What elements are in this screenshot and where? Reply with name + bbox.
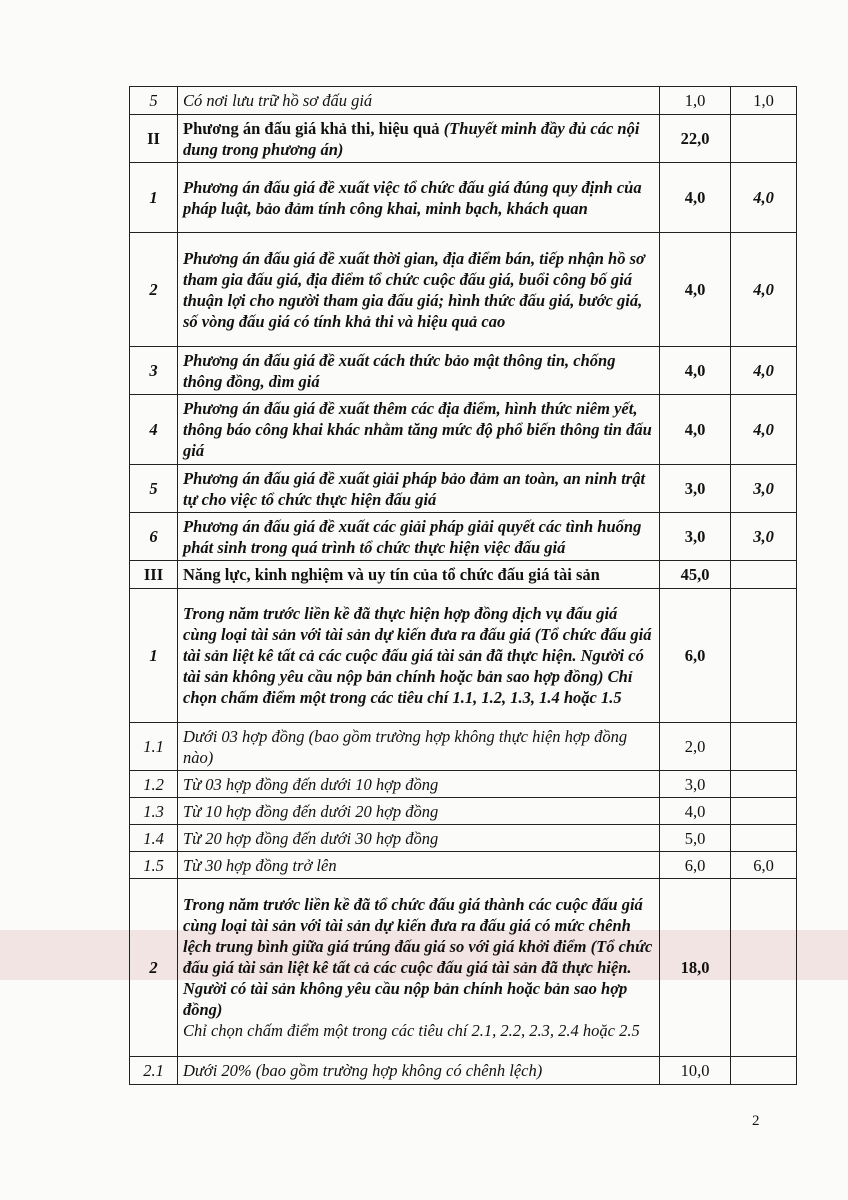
- max-score-cell: [660, 771, 731, 798]
- table-row: [130, 561, 797, 589]
- row-number-cell: [130, 233, 178, 347]
- criteria-text: Phương án đấu giá đề xuất việc tổ chức đấu giá đúng quy định của pháp luật, bảo đảm tính công khai, minh bạch, khách quan: [183, 177, 642, 218]
- row-number: 2.1: [143, 1061, 164, 1080]
- max-score: 4,0: [684, 801, 706, 821]
- scoring-table: [129, 86, 797, 1085]
- criteria-cell: [178, 723, 660, 771]
- table-row: [130, 513, 797, 561]
- row-number: 1.2: [143, 774, 164, 794]
- criteria-note: Chỉ chọn chấm điểm một trong các tiêu chí 2.1, 2.2, 2.3, 2.4 hoặc 2.5: [183, 1021, 640, 1040]
- criteria-cell: [178, 163, 660, 233]
- given-score: 3,0: [753, 479, 774, 498]
- row-number-cell: [130, 465, 178, 513]
- row-number-cell: [130, 87, 178, 115]
- max-score: 1,0: [684, 91, 706, 110]
- given-score: 1,0: [753, 91, 774, 110]
- criteria-cell: [178, 561, 660, 589]
- given-score-cell: [731, 879, 797, 1057]
- max-score: 4,0: [684, 361, 706, 380]
- criteria-cell: [178, 87, 660, 115]
- criteria-cell: [178, 465, 660, 513]
- row-number: 3: [149, 361, 158, 380]
- criteria-text: Trong năm trước liền kề đã tổ chức đấu giá thành các cuộc đấu giá cùng loại tài sản với tài sản dự kiến đưa ra đấu giá có mức chênh lệch trung bình giữa giá trúng đấu giá so với giá khởi điểm (Tổ chức đấu giá tài sản liệt kê tất cả các cuộc đấu giá tài sản đã thực hiện. Người có tài sản không yêu cầu nộp bản chính hoặc bản sao hợp đồng): [183, 895, 653, 1019]
- given-score-cell: [731, 1057, 797, 1085]
- row-number-cell: [130, 852, 178, 879]
- criteria-text: Phương án đấu giá đề xuất giải pháp bảo đảm an toàn, an ninh trật tự cho việc tổ chức thực hiện đấu giá: [183, 468, 646, 509]
- table-row: [130, 163, 797, 233]
- criteria-cell: [178, 852, 660, 879]
- max-score-cell: [660, 723, 731, 771]
- given-score-cell: [731, 163, 797, 233]
- table-row: [130, 395, 797, 465]
- criteria-text: Trong năm trước liền kề đã thực hiện hợp đồng dịch vụ đấu giá cùng loại tài sản với tài sản dự kiến đưa ra đấu giá (Tổ chức đấu giá tài sản liệt kê tất cả các cuộc đấu giá tài sản đã thực hiện. Người có tài sản không yêu cầu nộp bản chính hoặc bản sao hợp đồng) Chỉ chọn chấm điểm một trong các tiêu chí 1.1, 1.2, 1.3, 1.4 hoặc 1.5: [183, 604, 652, 707]
- row-number: 5: [149, 91, 158, 110]
- given-score-cell: [731, 852, 797, 879]
- criteria-text: Phương án đấu giá đề xuất các giải pháp giải quyết các tình huống phát sinh trong quá trình tổ chức thực hiện việc đấu giá: [183, 516, 642, 557]
- row-number: II: [147, 129, 160, 148]
- criteria-text: Phương án đấu giá đề xuất thời gian, địa điểm bán, tiếp nhận hồ sơ tham gia đấu giá, địa điểm tổ chức cuộc đấu giá, buổi công bố giá thuận lợi cho người tham gia đấu giá; hình thức đấu giá, bước giá, số vòng đấu giá có tính khả thi và hiệu quả cao: [183, 248, 645, 331]
- table-row: [130, 465, 797, 513]
- given-score-cell: [731, 465, 797, 513]
- row-number-cell: [130, 723, 178, 771]
- max-score-cell: [660, 513, 731, 561]
- given-score-cell: [731, 771, 797, 798]
- max-score: 3,0: [684, 774, 706, 794]
- table-row: [130, 1057, 797, 1085]
- row-number: 1.1: [143, 737, 164, 756]
- criteria-cell: [178, 513, 660, 561]
- table-row: [130, 879, 797, 1057]
- row-number-cell: [130, 163, 178, 233]
- table-row: [130, 233, 797, 347]
- max-score: 18,0: [680, 958, 710, 977]
- table-row: [130, 852, 797, 879]
- criteria-cell: [178, 589, 660, 723]
- criteria-text: Có nơi lưu trữ hồ sơ đấu giá: [183, 91, 373, 110]
- max-score-cell: [660, 825, 731, 852]
- given-score: 4,0: [753, 188, 774, 207]
- row-number-cell: [130, 395, 178, 465]
- row-number-cell: [130, 771, 178, 798]
- max-score-cell: [660, 465, 731, 513]
- max-score-cell: [660, 163, 731, 233]
- max-score: 2,0: [684, 737, 706, 756]
- criteria-cell: [178, 347, 660, 395]
- criteria-text: Phương án đấu giá khả thi, hiệu quả: [183, 118, 444, 138]
- scoring-table-wrapper: [129, 86, 797, 1085]
- row-number-cell: [130, 1057, 178, 1085]
- given-score: 4,0: [753, 420, 774, 439]
- criteria-cell: [178, 771, 660, 798]
- table-row: [130, 347, 797, 395]
- criteria-text: Từ 10 hợp đồng đến dưới 20 hợp đồng: [183, 801, 439, 821]
- criteria-text: Từ 20 hợp đồng đến dưới 30 hợp đồng: [183, 828, 439, 848]
- table-row: [130, 771, 797, 798]
- row-number: 1.3: [143, 801, 164, 821]
- given-score-cell: [731, 561, 797, 589]
- max-score-cell: [660, 852, 731, 879]
- table-row: [130, 798, 797, 825]
- given-score: 3,0: [753, 527, 774, 546]
- table-row: [130, 115, 797, 163]
- max-score: 3,0: [684, 527, 706, 546]
- criteria-cell: [178, 233, 660, 347]
- given-score-cell: [731, 347, 797, 395]
- max-score: 45,0: [680, 565, 710, 584]
- max-score-cell: [660, 233, 731, 347]
- criteria-cell: [178, 115, 660, 163]
- given-score-cell: [731, 513, 797, 561]
- given-score-cell: [731, 825, 797, 852]
- table-row: [130, 825, 797, 852]
- max-score: 4,0: [684, 188, 706, 207]
- row-number: 4: [149, 420, 158, 439]
- given-score-cell: [731, 115, 797, 163]
- max-score-cell: [660, 347, 731, 395]
- max-score: 22,0: [680, 129, 710, 148]
- max-score-cell: [660, 879, 731, 1057]
- row-number: 2: [149, 958, 158, 977]
- given-score-cell: [731, 233, 797, 347]
- given-score: 4,0: [753, 280, 774, 299]
- given-score-cell: [731, 87, 797, 115]
- criteria-text: Phương án đấu giá đề xuất thêm các địa điểm, hình thức niêm yết, thông báo công khai khác nhằm tăng mức độ phổ biến thông tin đấu giá: [183, 399, 652, 460]
- row-number: 5: [149, 479, 158, 498]
- criteria-text: Từ 03 hợp đồng đến dưới 10 hợp đồng: [183, 774, 439, 794]
- scoring-table-body: [130, 87, 797, 1085]
- criteria-text: Từ 30 hợp đồng trở lên: [183, 855, 337, 875]
- criteria-cell: [178, 1057, 660, 1085]
- row-number: III: [143, 565, 164, 584]
- given-score-cell: [731, 589, 797, 723]
- max-score-cell: [660, 87, 731, 115]
- max-score: 4,0: [684, 280, 706, 299]
- max-score: 3,0: [684, 479, 706, 498]
- criteria-cell: [178, 395, 660, 465]
- given-score-cell: [731, 798, 797, 825]
- row-number-cell: [130, 879, 178, 1057]
- row-number: 1.5: [143, 855, 164, 875]
- max-score-cell: [660, 561, 731, 589]
- criteria-text: Dưới 20% (bao gồm trường hợp không có chênh lệch): [183, 1061, 543, 1080]
- max-score: 10,0: [680, 1061, 710, 1080]
- table-row: [130, 723, 797, 771]
- given-score: 4,0: [753, 361, 774, 380]
- given-score-cell: [731, 723, 797, 771]
- criteria-text: Năng lực, kinh nghiệm và uy tín của tổ chức đấu giá tài sản: [183, 565, 600, 584]
- max-score-cell: [660, 798, 731, 825]
- criteria-cell: [178, 798, 660, 825]
- criteria-note: (Thuyết minh đầy đủ các nội dung trong phương án): [183, 118, 640, 159]
- max-score-cell: [660, 1057, 731, 1085]
- row-number-cell: [130, 589, 178, 723]
- row-number: 1: [149, 646, 158, 665]
- table-row: [130, 87, 797, 115]
- max-score: 4,0: [684, 420, 706, 439]
- criteria-cell: [178, 879, 660, 1057]
- row-number-cell: [130, 513, 178, 561]
- max-score-cell: [660, 589, 731, 723]
- row-number-cell: [130, 347, 178, 395]
- max-score-cell: [660, 115, 731, 163]
- row-number: 1.4: [143, 828, 164, 848]
- max-score: 6,0: [684, 646, 706, 665]
- row-number-cell: [130, 798, 178, 825]
- row-number: 1: [149, 188, 158, 207]
- row-number: 6: [149, 527, 158, 546]
- given-score: 6,0: [753, 855, 774, 875]
- page-number: 2: [752, 1113, 760, 1129]
- row-number-cell: [130, 115, 178, 163]
- max-score-cell: [660, 395, 731, 465]
- row-number-cell: [130, 561, 178, 589]
- row-number: 2: [149, 280, 158, 299]
- max-score: 5,0: [684, 828, 706, 848]
- row-number-cell: [130, 825, 178, 852]
- criteria-cell: [178, 825, 660, 852]
- table-row: [130, 589, 797, 723]
- max-score: 6,0: [684, 855, 706, 875]
- criteria-text: Dưới 03 hợp đồng (bao gồm trường hợp không thực hiện hợp đồng nào): [183, 726, 628, 767]
- criteria-text: Phương án đấu giá đề xuất cách thức bảo mật thông tin, chống thông đồng, dìm giá: [183, 350, 616, 391]
- given-score-cell: [731, 395, 797, 465]
